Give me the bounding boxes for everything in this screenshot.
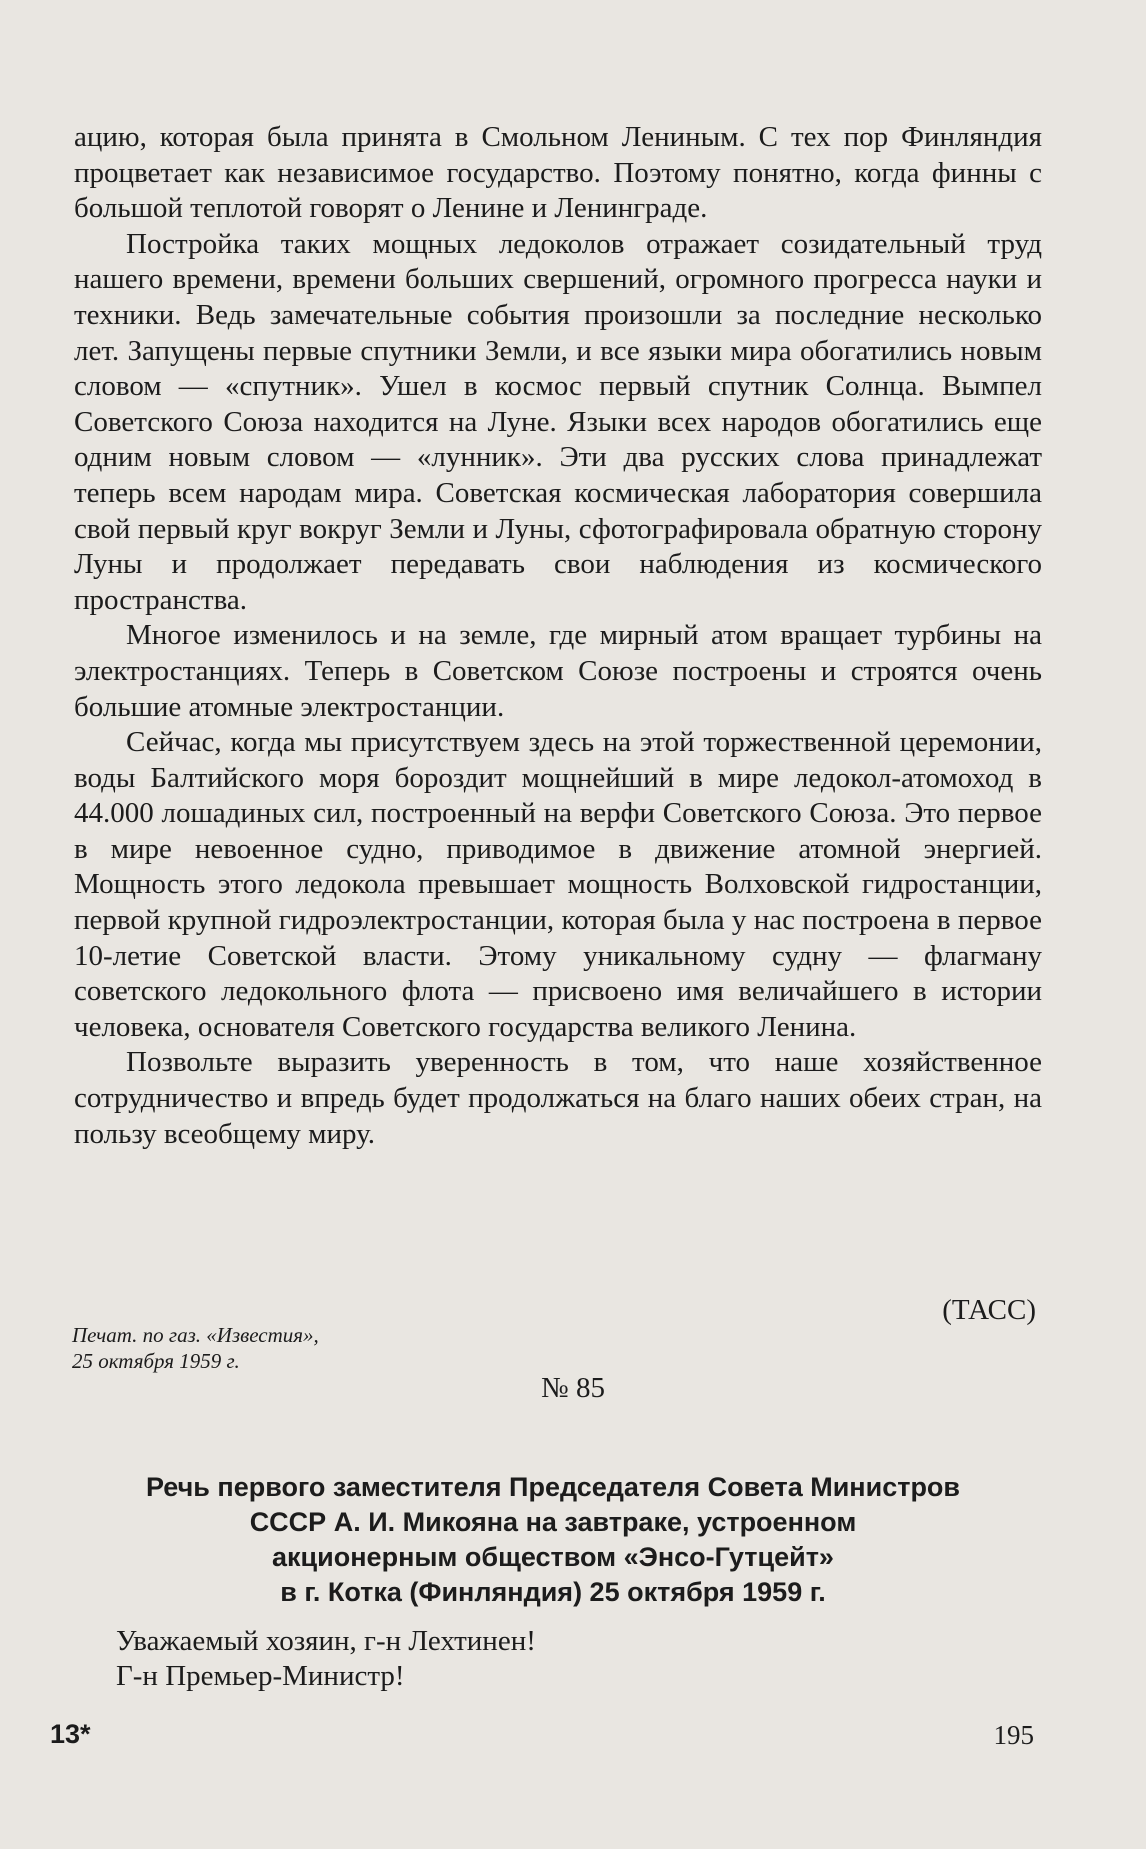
signature-mark: 13* <box>50 1719 91 1749</box>
document-number: № 85 <box>541 1372 605 1404</box>
source-note-date: 25 октября 1959 г. <box>72 1349 240 1373</box>
heading-line: СССР А. И. Микояна на завтраке, устроенном <box>249 1507 857 1537</box>
paragraph-4: Сейчас, когда мы присутствуем здесь на этой торжественной церемонии, воды Балтийского моря бороздит мощнейший в мире ледокол-атомоход в 44.000 лошадиных сил, построенный на верфи Советского Союза. Это первое в мире невоенное судно, приводимое в движение атомной энергией. Мощность этого ледокола превышает мощность Волховской гидростанции, первой крупной гидроэлектростанции, которая была у нас построена в первое 10-летие Советской власти. Этому уникальному судну — флагману советского ледокольного флота — присвоено имя величайшего в истории человека, основателя Советского государства великого Ленина. <box>74 726 1042 1043</box>
heading-line: Речь первого заместителя Председателя Совета Министров <box>145 1472 961 1502</box>
paragraph-2: Постройка таких мощных ледоколов отражает созидательный труд нашего времени, времени больших свершений, огромного прогресса науки и техники. Ведь замечательные события произошли за последние несколько лет. Запущены первые спутники Земли, и все языки мира обогатились новым словом — «спутник». Ушел в космос первый спутник Солнца. Вымпел Советского Союза находится на Луне. Языки всех народов обогатились еще одним новым словом — «лунник». Эти два русских слова принадлежат теперь всем народам мира. Советская космическая лаборатория совершила свой первый круг вокруг Земли и Луны, сфотографировала обратную сторону Луны и продолжает передавать свои наблюдения из космического пространства. <box>74 227 1042 616</box>
source-note <box>72 1322 319 1374</box>
paragraph-3: Многое изменилось и на земле, где мирный атом вращает турбины на электростанциях. Теперь в Советском Союзе построены и строятся очень большие атомные электростанции. <box>74 619 1042 723</box>
body-text <box>74 120 1042 1152</box>
paragraph-1: ацию, которая была принята в Смольном Лениным. С тех пор Финляндия процветает как независимое государство. Поэтому понятно, когда финны с большой теплотой говорят о Ленине и Ленинграде. <box>74 121 1042 225</box>
heading-line: акционерным обществом «Энсо-Гутцейт» <box>272 1542 834 1572</box>
news-agency-attribution: (ТАСС) <box>942 1294 1036 1326</box>
greeting-line: Г-н Премьер-Министр! <box>116 1660 405 1692</box>
document-heading <box>66 1470 1040 1610</box>
heading-line: в г. Котка (Финляндия) 25 октября 1959 г. <box>280 1577 826 1607</box>
greeting-line: Уважаемый хозяин, г-н Лехтинен! <box>116 1625 536 1657</box>
greeting <box>116 1624 536 1694</box>
source-note-line: Печат. по газ. «Известия», <box>72 1323 319 1347</box>
page-number: 195 <box>993 1720 1034 1750</box>
paragraph-5: Позвольте выразить уверенность в том, что наше хозяйственное сотрудничество и впредь будет продолжаться на благо наших обеих стран, на пользу всеобщему миру. <box>74 1046 1042 1150</box>
